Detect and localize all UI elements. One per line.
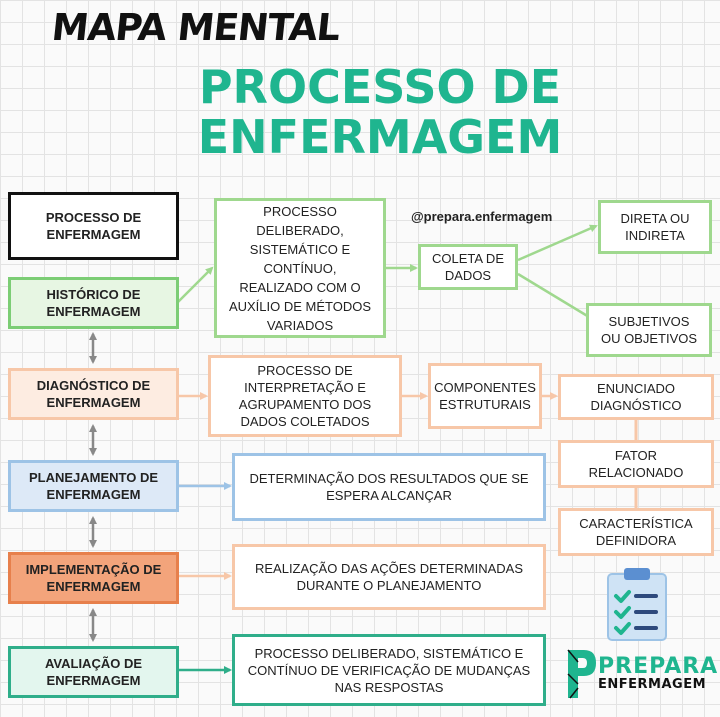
fator-relacionado-box: FATOR RELACIONADO (558, 440, 714, 488)
clipboard-checklist-icon (606, 566, 668, 642)
caracteristica-definidora-box: CARACTERÍSTICA DEFINIDORA (558, 508, 714, 556)
implementacao-box: IMPLEMENTAÇÃO DE ENFERMAGEM (8, 552, 179, 604)
implementacao-description-box: REALIZAÇÃO DAS AÇÕES DETERMINADAS DURANTE O PLANEJAMENTO (232, 544, 546, 610)
historico-box: HISTÓRICO DE ENFERMAGEM (8, 277, 179, 329)
brand-name-line1: PREPARA (598, 654, 719, 679)
planejamento-description-box: DETERMINAÇÃO DOS RESULTADOS QUE SE ESPERA ALCANÇAR (232, 453, 546, 521)
arrow-historico-to-desc (178, 268, 212, 302)
coleta-dados-box: COLETA DE DADOS (418, 244, 518, 290)
processo-box: PROCESSO DE ENFERMAGEM (8, 192, 179, 260)
arrow-coleta-to-direta (518, 226, 596, 260)
historico-description-box: PROCESSO DELIBERADO, SISTEMÁTICO E CONTÍNUO, REALIZADO COM O AUXÍLIO DE MÉTODOS VARIADOS (214, 198, 386, 338)
subjetivos-objetivos-box: SUBJETIVOS OU OBJETIVOS (586, 303, 712, 357)
avaliacao-box: AVALIAÇÃO DE ENFERMAGEM (8, 646, 179, 698)
page-title: PROCESSO DE ENFERMAGEM (197, 60, 563, 164)
arrow-coleta-to-subjetivos (518, 274, 594, 320)
enunciado-diagnostico-box: ENUNCIADO DIAGNÓSTICO (558, 374, 714, 420)
diagnostico-box: DIAGNÓSTICO DE ENFERMAGEM (8, 368, 179, 420)
direta-indireta-box: DIRETA OU INDIRETA (598, 200, 712, 254)
mind-map-label: MAPA MENTAL (49, 6, 342, 49)
brand-name-line2: ENFERMAGEM (598, 677, 707, 692)
componentes-estruturais-box: COMPONENTES ESTRUTURAIS (428, 363, 542, 429)
instagram-handle: @prepara.enfermagem (411, 209, 553, 224)
diagnostico-description-box: PROCESSO DE INTERPRETAÇÃO E AGRUPAMENTO DOS DADOS COLETADOS (208, 355, 402, 437)
planejamento-box: PLANEJAMENTO DE ENFERMAGEM (8, 460, 179, 512)
p-logo-icon (566, 648, 598, 700)
brand-logo (598, 656, 718, 691)
avaliacao-description-box: PROCESSO DELIBERADO, SISTEMÁTICO E CONTÍNUO DE VERIFICAÇÃO DE MUDANÇAS NAS RESPOSTAS (232, 634, 546, 706)
